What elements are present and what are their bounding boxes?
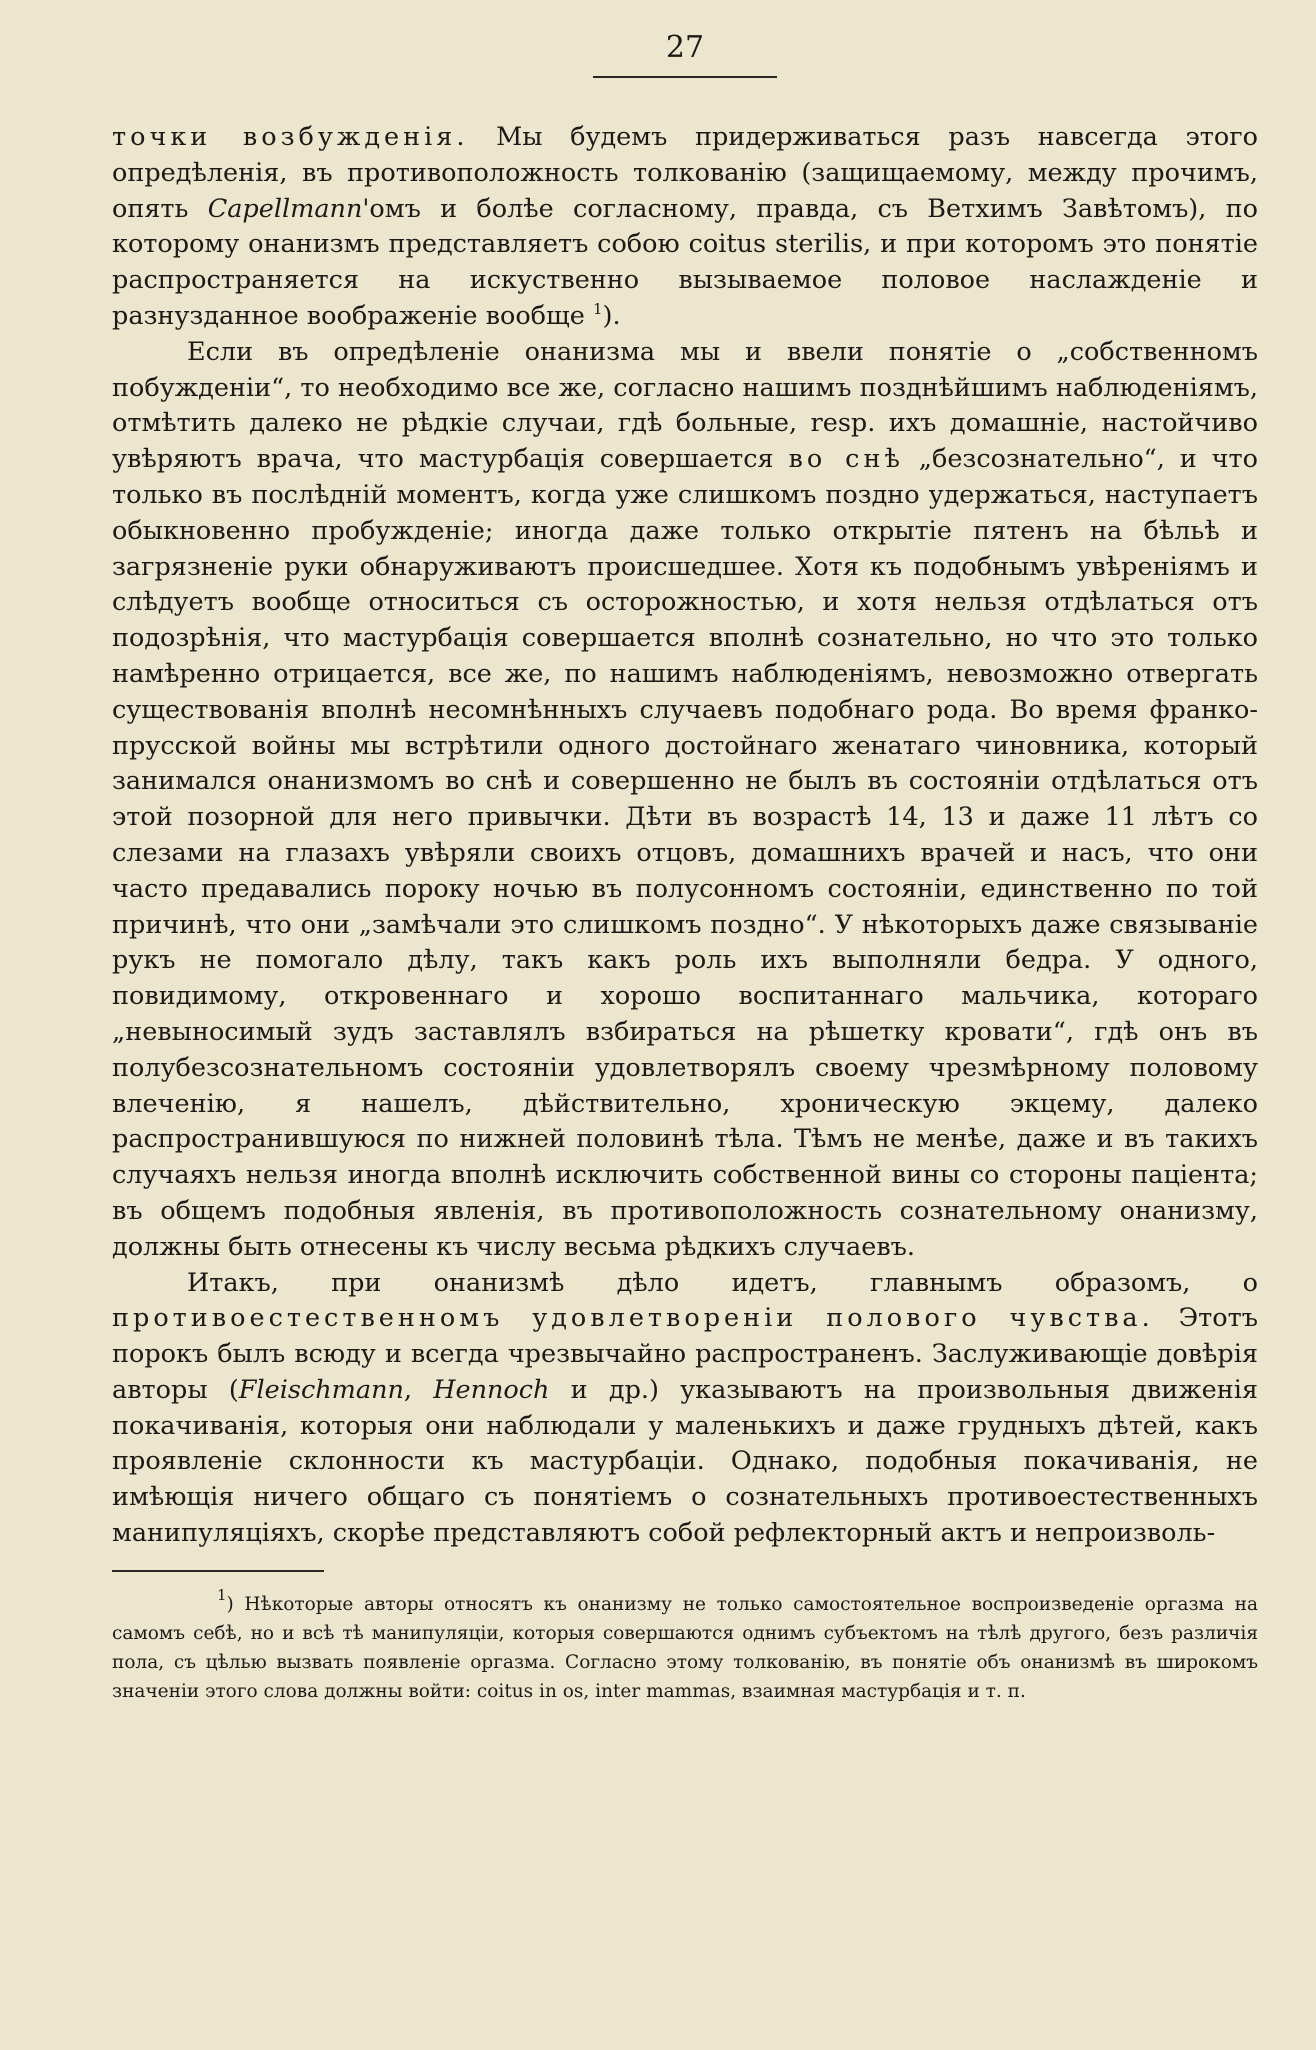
footnote-1 <box>112 1585 1258 1706</box>
paragraph-1 <box>112 120 1258 335</box>
paragraph-3 <box>112 1266 1258 1552</box>
spaced-emphasis: во снѣ <box>788 444 904 475</box>
page-number: 27 <box>665 30 705 65</box>
italic-name: Capellmann <box>207 193 363 224</box>
text-run: и др.) указываютъ на произвольныя движенія покачиванія, которыя они наблюдали у маленькихъ и даже грудныхъ дѣтей, какъ проявленіе склонности къ мастурбаціи. Однако, подобныя покачиванія, не имѣющія ничего общаго съ понятіемъ о сознательныхъ противоестественныхъ манипуляціяхъ, скорѣе представляютъ собой рефлекторный актъ и непроизволь- <box>112 1374 1258 1549</box>
paragraph-2 <box>112 335 1258 1266</box>
text-run: Мы будемъ придерживаться разъ навсегда этого опредѣленія, въ противоположность толкованію (защищаемому, между прочимъ, опять <box>112 122 1258 224</box>
text-run: Итакъ, при онанизмѣ дѣло идетъ, главнымъ образомъ, о <box>187 1267 1258 1298</box>
text-run: Если въ опредѣленіе онанизма мы и ввели понятіе о „собственномъ побужденіи“, то необходимо все же, согласно нашимъ позднѣйшимъ наблюденіямъ, отмѣтить далеко не рѣдкіе случаи, гдѣ больные, resp. ихъ домашніе, настойчиво увѣряютъ врача, что мастурбація совершается <box>112 336 1258 475</box>
text-run: ). <box>602 300 621 331</box>
footnote-rule <box>112 1570 324 1572</box>
italic-name: Hennoch <box>433 1374 550 1405</box>
footnotes <box>112 1585 1258 1706</box>
text-run: ) Нѣкоторые авторы относятъ къ онанизму не только самостоятельное воспроизведеніе оргазма на самомъ себѣ, но и всѣ тѣ манипуляціи, которыя совершаются однимъ субъектомъ на тѣлѣ другого, безъ различія пола, съ цѣлью вызвать появленіе оргазма. Согласно этому толкованію, въ понятіе объ онанизмѣ въ широкомъ значеніи этого слова должны войти: coitus in os, inter mammas, взаимная мастурбація и т. п. <box>112 1593 1258 1702</box>
spaced-emphasis: точки возбужденія. <box>112 122 469 152</box>
italic-name: Fleischmann <box>238 1374 404 1405</box>
body-text <box>112 120 1258 1552</box>
footnote-marker: 1 <box>217 1585 227 1604</box>
text-run: Этотъ порокъ былъ всюду и всегда чрезвычайно распространенъ. Заслуживающіе довѣрія авторы ( <box>112 1303 1258 1405</box>
page-header <box>112 0 1258 78</box>
text-run: , <box>403 1374 434 1405</box>
text-run: 'омъ и болѣе согласному, правда, съ Ветхимъ Завѣтомъ), по которому онанизмъ представляетъ собою coitus sterilis, и при которомъ это понятіе распространяется на искуственно вызываемое половое наслажденіе и разнузданное воображеніе вообще <box>112 193 1258 331</box>
text-run: „безсознательно“, и что только въ послѣдній моментъ, когда уже слишкомъ поздно удержаться, наступаетъ обыкновенно пробужденіе; иногда даже только открытіе пятенъ на бѣльѣ и загрязненіе руки обнаруживаютъ происшедшее. Хотя къ подобнымъ увѣреніямъ и слѣдуетъ вообще относиться съ осторожностью, и хотя нельзя отдѣлаться отъ подозрѣнія, что мастурбація совершается вполнѣ сознательно, но что это только намѣренно отрицается, все же, по нашимъ наблюденіямъ, невозможно отвергать существованія вполнѣ несомнѣнныхъ случаевъ подобнаго рода. Во время франко-прусской войны мы встрѣтили одного достойнаго женатаго чиновника, который занимался онанизмомъ во снѣ и совершенно не былъ въ состояніи отдѣлаться отъ этой позорной для него привычки. Дѣти въ возрастѣ 14, 13 и даже 11 лѣтъ со слезами на глазахъ увѣряли своихъ отцовъ, домашнихъ врачей и насъ, что они часто предавались пороку ночью въ полусонномъ состояніи, единственно по той причинѣ, что они „замѣчали это слишкомъ поздно“. У нѣкоторыхъ даже связываніе рукъ не помогало дѣлу, такъ какъ роль ихъ выполняли бедра. У одного, повидимому, откровеннаго и хорошо воспитаннаго мальчика, котораго „невыносимый зудъ заставлялъ взбираться на рѣшетку кровати“, гдѣ онъ въ полубезсознательномъ состояніи удовлетворялъ своему чрезмѣрному половому влеченію, я нашелъ, дѣйствительно, хроническую экцему, далеко распространившуюся по нижней половинѣ тѣла. Тѣмъ не менѣе, даже и въ такихъ случаяхъ нельзя иногда вполнѣ исключить собственной вины со стороны паціента; въ общемъ подобныя явленія, въ противоположность сознательному онанизму, должны быть отнесены къ числу весьма рѣдкихъ случаевъ. <box>112 444 1259 1262</box>
header-rule <box>593 76 777 78</box>
spaced-emphasis: противоестественномъ удовлетвореніи полового чувства. <box>112 1303 1154 1334</box>
footnote-marker: 1 <box>592 299 603 318</box>
